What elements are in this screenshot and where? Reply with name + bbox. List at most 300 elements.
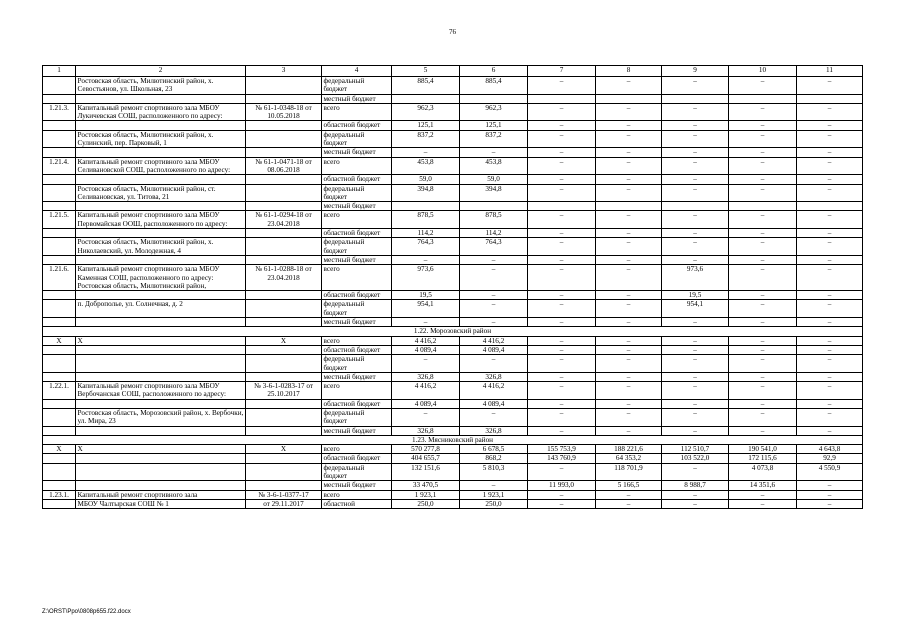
amount-cell: – (596, 408, 662, 426)
table-row (43, 481, 863, 490)
column-header: 2 (76, 66, 246, 77)
amount-cell: 59,0 (460, 175, 528, 184)
amount-cell (596, 202, 662, 211)
amount-cell: 6 678,5 (460, 445, 528, 454)
column-header: 9 (662, 66, 729, 77)
header-row (43, 66, 863, 77)
amount-cell: – (729, 426, 797, 435)
amount-cell: 4 643,8 (797, 445, 863, 454)
object-name-cell (76, 202, 246, 211)
amount-cell: – (596, 291, 662, 300)
amount-cell: 64 353,2 (596, 454, 662, 463)
object-name-cell: Ростовская область, Морозовский район, х. Вербочки, ул. Мира, 23 (76, 408, 246, 426)
amount-cell: 973,6 (662, 265, 729, 291)
amount-cell: 394,8 (392, 184, 460, 202)
section-header-row (43, 435, 863, 444)
funding-source-cell: федеральный бюджет (322, 238, 392, 256)
amount-cell: 114,2 (460, 229, 528, 238)
table-row (43, 318, 863, 327)
amount-cell: 132 151,6 (392, 463, 460, 481)
column-header: 8 (596, 66, 662, 77)
table-row (43, 372, 863, 381)
table-row (43, 499, 863, 508)
amount-cell: – (662, 229, 729, 238)
item-number-cell: Х (43, 445, 76, 454)
amount-cell (729, 202, 797, 211)
object-name-cell: п. Доброполье, ул. Солнечная, д. 2 (76, 300, 246, 318)
item-number-cell (43, 318, 76, 327)
table-row (43, 121, 863, 130)
amount-cell: 4 089,4 (460, 399, 528, 408)
amount-cell: – (662, 121, 729, 130)
column-header: 11 (797, 66, 863, 77)
amount-cell: 143 760,9 (528, 454, 596, 463)
amount-cell: – (460, 255, 528, 264)
amount-cell: 326,8 (460, 372, 528, 381)
amount-cell: – (596, 355, 662, 373)
amount-cell: – (596, 184, 662, 202)
amount-cell: – (596, 426, 662, 435)
item-number-cell (43, 175, 76, 184)
amount-cell: – (662, 463, 729, 481)
amount-cell: – (596, 148, 662, 157)
amount-cell: 764,3 (460, 238, 528, 256)
amount-cell: – (797, 336, 863, 345)
amount-cell: 4 416,2 (392, 382, 460, 400)
amount-cell: – (662, 157, 729, 175)
amount-cell: – (729, 345, 797, 354)
amount-cell: – (528, 382, 596, 400)
object-name-cell (76, 481, 246, 490)
amount-cell: – (460, 318, 528, 327)
item-number-cell (43, 372, 76, 381)
amount-cell: – (662, 130, 729, 148)
section-title: 1.22. Морозовский район (43, 327, 863, 336)
funding-source-cell: областной бюджет (322, 345, 392, 354)
amount-cell: 878,5 (460, 211, 528, 229)
amount-cell (392, 94, 460, 103)
amount-cell: 326,8 (392, 426, 460, 435)
funding-source-cell: местный бюджет (322, 426, 392, 435)
amount-cell: – (729, 318, 797, 327)
amount-cell: – (528, 121, 596, 130)
amount-cell: 404 655,7 (392, 454, 460, 463)
funding-source-cell: областной бюджет (322, 291, 392, 300)
funding-source-cell: федеральный бюджет (322, 463, 392, 481)
amount-cell: 172 115,6 (729, 454, 797, 463)
amount-cell: – (596, 103, 662, 121)
amount-cell: – (729, 490, 797, 499)
amount-cell: – (729, 291, 797, 300)
column-header: 5 (392, 66, 460, 77)
amount-cell (662, 94, 729, 103)
amount-cell: 250,0 (460, 499, 528, 508)
section-header-row (43, 327, 863, 336)
amount-cell: 112 510,7 (662, 445, 729, 454)
amount-cell: 973,6 (392, 265, 460, 291)
permit-cell (246, 399, 322, 408)
permit-cell (246, 355, 322, 373)
amount-cell: 118 701,9 (596, 463, 662, 481)
amount-cell: 92,9 (797, 454, 863, 463)
amount-cell: 4 416,2 (460, 336, 528, 345)
permit-cell: Х (246, 445, 322, 454)
permit-cell: № 3-6-1-0283-17 от 25.10.2017 (246, 382, 322, 400)
permit-cell (246, 175, 322, 184)
amount-cell: – (596, 382, 662, 400)
amount-cell: – (460, 265, 528, 291)
amount-cell: – (596, 490, 662, 499)
amount-cell: – (460, 355, 528, 373)
funding-source-cell: областной бюджет (322, 229, 392, 238)
object-name-cell: Капитальный ремонт спортивного зала МБОУ Первомайская ООШ, расположенного по адресу: (76, 211, 246, 229)
funding-source-cell: всего (322, 157, 392, 175)
amount-cell: 125,1 (460, 121, 528, 130)
object-name-cell: МБОУ Чалтырская СОШ № 1 (76, 499, 246, 508)
amount-cell: – (460, 300, 528, 318)
amount-cell: 33 470,5 (392, 481, 460, 490)
amount-cell: – (797, 211, 863, 229)
amount-cell: 837,2 (460, 130, 528, 148)
object-name-cell: Х (76, 445, 246, 454)
table-row (43, 265, 863, 291)
amount-cell: – (528, 463, 596, 481)
amount-cell: – (729, 229, 797, 238)
permit-cell (246, 426, 322, 435)
object-name-cell (76, 229, 246, 238)
object-name-cell: Капитальный ремонт спортивного зала МБОУ Селивановской СОШ, расположенного по адресу: (76, 157, 246, 175)
item-number-cell (43, 202, 76, 211)
amount-cell: – (528, 345, 596, 354)
amount-cell: – (528, 211, 596, 229)
table-body (43, 77, 863, 509)
amount-cell: – (528, 426, 596, 435)
permit-cell (246, 121, 322, 130)
object-name-cell: Ростовская область, Милютинский район, х. Сулинский, пер. Парковый, 1 (76, 130, 246, 148)
item-number-cell (43, 426, 76, 435)
permit-cell (246, 345, 322, 354)
permit-cell (246, 454, 322, 463)
permit-cell: № 61-1-0348-18 от 10.05.2018 (246, 103, 322, 121)
funding-source-cell: федеральный бюджет (322, 300, 392, 318)
amount-cell: – (596, 318, 662, 327)
amount-cell: – (729, 300, 797, 318)
table-row (43, 490, 863, 499)
amount-cell (460, 202, 528, 211)
amount-cell: – (729, 255, 797, 264)
amount-cell: – (797, 229, 863, 238)
amount-cell: – (596, 300, 662, 318)
amount-cell: 125,1 (392, 121, 460, 130)
amount-cell: – (797, 300, 863, 318)
amount-cell: – (528, 265, 596, 291)
amount-cell: – (729, 499, 797, 508)
amount-cell (797, 94, 863, 103)
amount-cell: – (596, 399, 662, 408)
amount-cell: – (729, 399, 797, 408)
permit-cell (246, 94, 322, 103)
permit-cell (246, 77, 322, 95)
amount-cell: 155 753,9 (528, 445, 596, 454)
item-number-cell: 1.23.1. (43, 490, 76, 499)
amount-cell: – (596, 255, 662, 264)
item-number-cell (43, 148, 76, 157)
amount-cell: – (729, 103, 797, 121)
amount-cell: – (729, 265, 797, 291)
table-row (43, 175, 863, 184)
amount-cell: 570 277,8 (392, 445, 460, 454)
amount-cell (662, 202, 729, 211)
amount-cell: – (528, 77, 596, 95)
object-name-cell (76, 463, 246, 481)
amount-cell: 837,2 (392, 130, 460, 148)
amount-cell: – (662, 426, 729, 435)
amount-cell: – (596, 336, 662, 345)
amount-cell: – (528, 318, 596, 327)
table-row (43, 77, 863, 95)
column-header: 6 (460, 66, 528, 77)
table-row (43, 426, 863, 435)
amount-cell: – (596, 229, 662, 238)
amount-cell: – (596, 345, 662, 354)
amount-cell: 954,1 (662, 300, 729, 318)
permit-cell (246, 372, 322, 381)
amount-cell: – (797, 481, 863, 490)
amount-cell: – (528, 148, 596, 157)
permit-cell: № 61-1-0294-18 от 23.04.2018 (246, 211, 322, 229)
item-number-cell (43, 355, 76, 373)
amount-cell: 4 089,4 (392, 345, 460, 354)
funding-source-cell: областной бюджет (322, 175, 392, 184)
object-name-cell (76, 148, 246, 157)
object-name-cell (76, 345, 246, 354)
amount-cell (797, 202, 863, 211)
funding-source-cell: федеральный бюджет (322, 408, 392, 426)
amount-cell: – (662, 355, 729, 373)
item-number-cell (43, 463, 76, 481)
amount-cell: 103 522,0 (662, 454, 729, 463)
table-row (43, 336, 863, 345)
object-name-cell: Капитальный ремонт спортивного зала МБОУ Каменная СОШ, расположенного по адресу: Ростовская область, Милютинский район, (76, 265, 246, 291)
amount-cell: 11 993,0 (528, 481, 596, 490)
amount-cell: – (528, 130, 596, 148)
amount-cell: 878,5 (392, 211, 460, 229)
table-row (43, 454, 863, 463)
funding-source-cell: всего (322, 336, 392, 345)
table-row (43, 94, 863, 103)
funding-source-cell: местный бюджет (322, 94, 392, 103)
amount-cell: 962,3 (392, 103, 460, 121)
item-number-cell (43, 291, 76, 300)
object-name-cell: Капитальный ремонт спортивного зала МБОУ Вербочанская СОШ, расположенного по адресу: (76, 382, 246, 400)
object-name-cell: Ростовская область, Милютинский район, ст. Селивановская, ул. Титова, 21 (76, 184, 246, 202)
amount-cell: 190 541,0 (729, 445, 797, 454)
amount-cell: 394,8 (460, 184, 528, 202)
amount-cell: – (729, 77, 797, 95)
amount-cell: – (460, 291, 528, 300)
table-row (43, 382, 863, 400)
amount-cell: 764,3 (392, 238, 460, 256)
object-name-cell: Ростовская область, Милютинский район, х. Севостьянов, ул. Школьная, 23 (76, 77, 246, 95)
permit-cell (246, 408, 322, 426)
amount-cell: – (662, 399, 729, 408)
column-header: 7 (528, 66, 596, 77)
object-name-cell (76, 454, 246, 463)
funding-source-cell: местный бюджет (322, 372, 392, 381)
object-name-cell (76, 121, 246, 130)
amount-cell: – (662, 148, 729, 157)
item-number-cell (43, 300, 76, 318)
footer-path: Z:\ORST\Ppo\0808p655.f22.docx (42, 609, 131, 615)
permit-cell (246, 184, 322, 202)
amount-cell: – (797, 426, 863, 435)
amount-cell: – (392, 148, 460, 157)
permit-cell (246, 255, 322, 264)
table-header (43, 66, 863, 77)
amount-cell: – (596, 372, 662, 381)
table-row (43, 130, 863, 148)
amount-cell: – (729, 336, 797, 345)
permit-cell (246, 463, 322, 481)
amount-cell: 188 221,6 (596, 445, 662, 454)
amount-cell: 114,2 (392, 229, 460, 238)
amount-cell: – (662, 211, 729, 229)
funding-source-cell: областной бюджет (322, 454, 392, 463)
amount-cell: 885,4 (460, 77, 528, 95)
amount-cell: – (797, 382, 863, 400)
amount-cell: – (797, 372, 863, 381)
funding-source-cell: местный бюджет (322, 148, 392, 157)
amount-cell: 4 550,9 (797, 463, 863, 481)
permit-cell: № 61-1-0288-18 от 23.04.2018 (246, 265, 322, 291)
amount-cell: – (729, 121, 797, 130)
amount-cell: 1 923,1 (392, 490, 460, 499)
table-row (43, 202, 863, 211)
amount-cell: – (797, 255, 863, 264)
amount-cell: – (662, 345, 729, 354)
object-name-cell (76, 175, 246, 184)
item-number-cell (43, 255, 76, 264)
amount-cell: – (392, 255, 460, 264)
amount-cell: – (797, 77, 863, 95)
amount-cell: – (797, 238, 863, 256)
column-header: 3 (246, 66, 322, 77)
amount-cell: – (729, 130, 797, 148)
funding-source-cell: всего (322, 445, 392, 454)
table-row (43, 445, 863, 454)
item-number-cell (43, 454, 76, 463)
permit-cell (246, 202, 322, 211)
amount-cell: – (662, 318, 729, 327)
funding-source-cell: областной бюджет (322, 121, 392, 130)
item-number-cell (43, 499, 76, 508)
amount-cell: – (729, 211, 797, 229)
amount-cell: 59,0 (392, 175, 460, 184)
funding-source-cell: местный бюджет (322, 318, 392, 327)
amount-cell: – (392, 408, 460, 426)
amount-cell (528, 202, 596, 211)
amount-cell: – (797, 265, 863, 291)
amount-cell: – (528, 372, 596, 381)
amount-cell: 1 923,1 (460, 490, 528, 499)
amount-cell: – (662, 184, 729, 202)
amount-cell: – (662, 499, 729, 508)
object-name-cell (76, 399, 246, 408)
table-row (43, 399, 863, 408)
amount-cell: – (797, 184, 863, 202)
funding-source-cell: местный бюджет (322, 481, 392, 490)
funding-source-cell: областной (322, 499, 392, 508)
amount-cell: – (528, 336, 596, 345)
object-name-cell: Капитальный ремонт спортивного зала МБОУ Лукичевская СОШ, расположенного по адресу: (76, 103, 246, 121)
funding-source-cell: всего (322, 265, 392, 291)
table-row (43, 300, 863, 318)
amount-cell: – (596, 157, 662, 175)
amount-cell: – (460, 481, 528, 490)
amount-cell: – (528, 408, 596, 426)
permit-cell: № 3-6-1-0377-17 (246, 490, 322, 499)
amount-cell: – (662, 382, 729, 400)
funding-source-cell: всего (322, 490, 392, 499)
amount-cell: – (528, 490, 596, 499)
amount-cell: – (596, 77, 662, 95)
funding-source-cell: всего (322, 103, 392, 121)
table-row (43, 291, 863, 300)
amount-cell: – (729, 148, 797, 157)
amount-cell: – (392, 318, 460, 327)
amount-cell: – (460, 148, 528, 157)
column-header: 4 (322, 66, 392, 77)
item-number-cell (43, 481, 76, 490)
permit-cell (246, 148, 322, 157)
amount-cell: 4 416,2 (460, 382, 528, 400)
amount-cell: – (797, 318, 863, 327)
amount-cell: – (596, 238, 662, 256)
amount-cell: – (528, 255, 596, 264)
amount-cell: – (797, 490, 863, 499)
table-row (43, 157, 863, 175)
table-row (43, 355, 863, 373)
permit-cell (246, 238, 322, 256)
object-name-cell: Х (76, 336, 246, 345)
amount-cell: – (662, 175, 729, 184)
amount-cell: – (797, 399, 863, 408)
funding-source-cell: местный бюджет (322, 255, 392, 264)
amount-cell: 8 988,7 (662, 481, 729, 490)
amount-cell (729, 94, 797, 103)
amount-cell: 453,8 (460, 157, 528, 175)
permit-cell (246, 291, 322, 300)
amount-cell (596, 94, 662, 103)
amount-cell: – (729, 157, 797, 175)
item-number-cell (43, 399, 76, 408)
amount-cell: 868,2 (460, 454, 528, 463)
object-name-cell (76, 318, 246, 327)
amount-cell: – (729, 238, 797, 256)
amount-cell: 954,1 (392, 300, 460, 318)
amount-cell (528, 94, 596, 103)
amount-cell: – (528, 238, 596, 256)
permit-cell (246, 300, 322, 318)
amount-cell: – (528, 499, 596, 508)
amount-cell: – (528, 355, 596, 373)
amount-cell: – (797, 291, 863, 300)
amount-cell: – (596, 211, 662, 229)
amount-cell: – (662, 103, 729, 121)
section-title: 1.23. Мясниковский район (43, 435, 863, 444)
object-name-cell (76, 426, 246, 435)
amount-cell: – (528, 399, 596, 408)
